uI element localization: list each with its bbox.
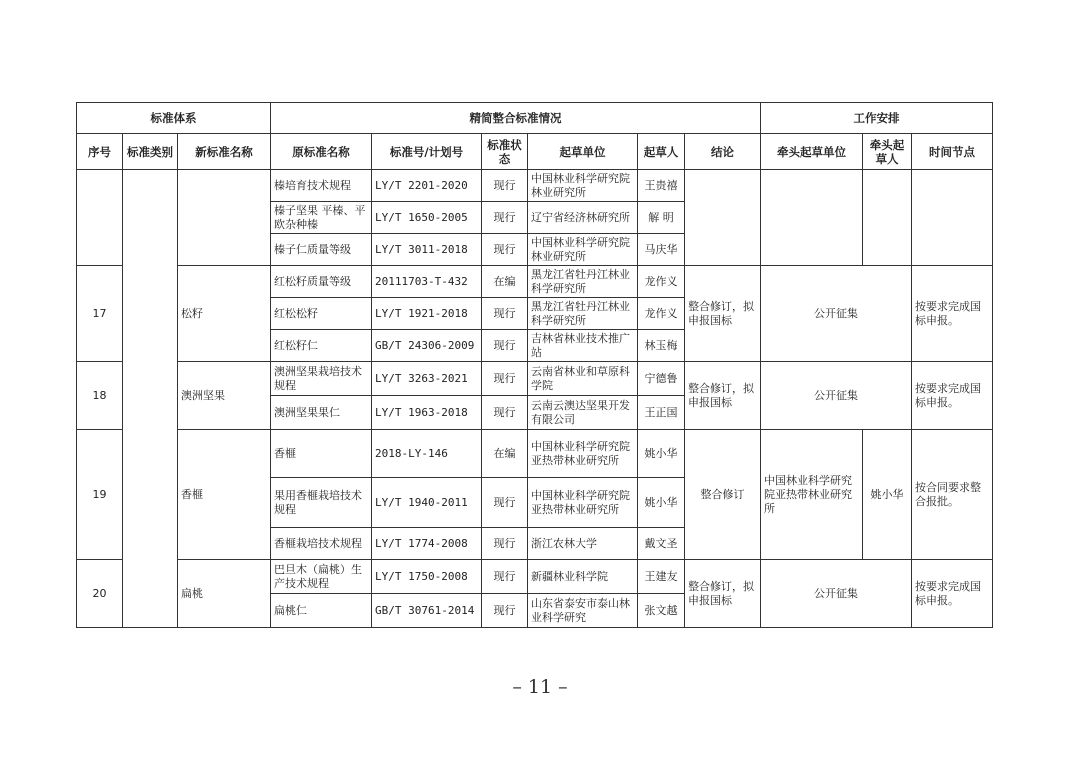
- standards-table: [76, 102, 993, 628]
- conclusion-cell: 整合修订，拟申报国标: [685, 560, 761, 628]
- drafter-unit-cell: 中国林业科学研究院林业研究所: [528, 170, 638, 202]
- category-cell-empty: [123, 170, 178, 628]
- seq-cell: 20: [77, 560, 123, 628]
- new-name-cell: 澳洲坚果: [178, 362, 271, 430]
- drafter-cell: 王建友: [638, 560, 685, 594]
- status-cell: 现行: [482, 478, 528, 528]
- drafter-unit-cell: 辽宁省经济林研究所: [528, 202, 638, 234]
- orig-name-cell: 红松松籽: [271, 298, 372, 330]
- std-no-cell: LY/T 3011-2018: [372, 234, 482, 266]
- table-row: [77, 362, 993, 396]
- drafter-cell: 马庆华: [638, 234, 685, 266]
- drafter-unit-cell: 中国林业科学研究院亚热带林业研究所: [528, 478, 638, 528]
- header-lead-unit: 牵头起草单位: [761, 134, 863, 170]
- orig-name-cell: 巴旦木（扁桃）生产技术规程: [271, 560, 372, 594]
- conclusion-cell: 整合修订，拟申报国标: [685, 266, 761, 362]
- orig-name-cell: 红松籽质量等级: [271, 266, 372, 298]
- drafter-cell: 姚小华: [638, 430, 685, 478]
- lead-person-cell: 姚小华: [863, 430, 912, 560]
- header-new-name: 新标准名称: [178, 134, 271, 170]
- lead-cell: 公开征集: [761, 560, 912, 628]
- table-row: [77, 266, 993, 298]
- new-name-cell: 松籽: [178, 266, 271, 362]
- status-cell: 现行: [482, 396, 528, 430]
- std-no-cell: GB/T 24306-2009: [372, 330, 482, 362]
- header-group-work: 工作安排: [761, 103, 993, 134]
- lead-cell: 公开征集: [761, 362, 912, 430]
- timeline-cell: 按要求完成国标申报。: [912, 560, 993, 628]
- lead-unit-cell-empty: [761, 170, 863, 266]
- status-cell: 在编: [482, 266, 528, 298]
- timeline-cell: 按要求完成国标申报。: [912, 362, 993, 430]
- seq-cell-empty: [77, 170, 123, 266]
- std-no-cell: LY/T 1750-2008: [372, 560, 482, 594]
- status-cell: 现行: [482, 362, 528, 396]
- table-row: [77, 560, 993, 594]
- status-cell: 现行: [482, 330, 528, 362]
- header-row-columns: [77, 134, 993, 170]
- status-cell: 在编: [482, 430, 528, 478]
- header-group-system: 标准体系: [77, 103, 271, 134]
- header-row-groups: [77, 103, 993, 134]
- header-seq: 序号: [77, 134, 123, 170]
- conclusion-cell: 整合修订，拟申报国标: [685, 362, 761, 430]
- std-no-cell: LY/T 1774-2008: [372, 528, 482, 560]
- status-cell: 现行: [482, 234, 528, 266]
- conclusion-cell: 整合修订: [685, 430, 761, 560]
- new-name-cell: 香榧: [178, 430, 271, 560]
- orig-name-cell: 榛子坚果 平榛、平欧杂种榛: [271, 202, 372, 234]
- drafter-cell: 戴文圣: [638, 528, 685, 560]
- drafter-unit-cell: 云南省林业和草原科学院: [528, 362, 638, 396]
- header-timeline: 时间节点: [912, 134, 993, 170]
- drafter-cell: 林玉梅: [638, 330, 685, 362]
- status-cell: 现行: [482, 594, 528, 628]
- header-drafter-unit: 起草单位: [528, 134, 638, 170]
- drafter-unit-cell: 吉林省林业技术推广站: [528, 330, 638, 362]
- page-number: – 11 –: [512, 676, 568, 698]
- header-lead-person: 牵头起草人: [863, 134, 912, 170]
- orig-name-cell: 澳洲坚果栽培技术规程: [271, 362, 372, 396]
- std-no-cell: LY/T 3263-2021: [372, 362, 482, 396]
- lead-person-cell-empty: [863, 170, 912, 266]
- drafter-cell: 王正国: [638, 396, 685, 430]
- status-cell: 现行: [482, 560, 528, 594]
- std-no-cell: LY/T 2201-2020: [372, 170, 482, 202]
- orig-name-cell: 澳洲坚果果仁: [271, 396, 372, 430]
- orig-name-cell: 扁桃仁: [271, 594, 372, 628]
- conclusion-cell-empty: [685, 170, 761, 266]
- drafter-cell: 龙作义: [638, 266, 685, 298]
- orig-name-cell: 香榧: [271, 430, 372, 478]
- header-category: 标准类别: [123, 134, 178, 170]
- drafter-unit-cell: 云南云澳达坚果开发有限公司: [528, 396, 638, 430]
- timeline-cell: 按要求完成国标申报。: [912, 266, 993, 362]
- orig-name-cell: 香榧栽培技术规程: [271, 528, 372, 560]
- drafter-cell: 解 明: [638, 202, 685, 234]
- lead-cell: 公开征集: [761, 266, 912, 362]
- std-no-cell: GB/T 30761-2014: [372, 594, 482, 628]
- std-no-cell: LY/T 1940-2011: [372, 478, 482, 528]
- header-orig-name: 原标准名称: [271, 134, 372, 170]
- drafter-cell: 龙作义: [638, 298, 685, 330]
- orig-name-cell: 榛子仁质量等级: [271, 234, 372, 266]
- status-cell: 现行: [482, 170, 528, 202]
- timeline-cell-empty: [912, 170, 993, 266]
- header-status: 标准状态: [482, 134, 528, 170]
- std-no-cell: LY/T 1650-2005: [372, 202, 482, 234]
- drafter-cell: 王贵禧: [638, 170, 685, 202]
- status-cell: 现行: [482, 528, 528, 560]
- std-no-cell: 2018-LY-146: [372, 430, 482, 478]
- seq-cell: 18: [77, 362, 123, 430]
- lead-unit-cell: 中国林业科学研究院亚热带林业研究所: [761, 430, 863, 560]
- drafter-unit-cell: 中国林业科学研究院亚热带林业研究所: [528, 430, 638, 478]
- drafter-unit-cell: 中国林业科学研究院林业研究所: [528, 234, 638, 266]
- table-row: [77, 170, 993, 202]
- seq-cell: 17: [77, 266, 123, 362]
- orig-name-cell: 果用香榧栽培技术规程: [271, 478, 372, 528]
- orig-name-cell: 红松籽仁: [271, 330, 372, 362]
- drafter-cell: 姚小华: [638, 478, 685, 528]
- std-no-cell: 20111703-T-432: [372, 266, 482, 298]
- status-cell: 现行: [482, 202, 528, 234]
- drafter-unit-cell: 浙江农林大学: [528, 528, 638, 560]
- std-no-cell: LY/T 1963-2018: [372, 396, 482, 430]
- drafter-cell: 张文越: [638, 594, 685, 628]
- drafter-unit-cell: 黑龙江省牡丹江林业科学研究所: [528, 266, 638, 298]
- timeline-cell: 按合同要求整合报批。: [912, 430, 993, 560]
- new-name-cell-empty: [178, 170, 271, 266]
- status-cell: 现行: [482, 298, 528, 330]
- new-name-cell: 扁桃: [178, 560, 271, 628]
- header-group-situation: 精简整合标准情况: [271, 103, 761, 134]
- drafter-unit-cell: 黑龙江省牡丹江林业科学研究所: [528, 298, 638, 330]
- header-drafter: 起草人: [638, 134, 685, 170]
- seq-cell: 19: [77, 430, 123, 560]
- drafter-unit-cell: 山东省泰安市泰山林业科学研究: [528, 594, 638, 628]
- drafter-unit-cell: 新疆林业科学院: [528, 560, 638, 594]
- std-no-cell: LY/T 1921-2018: [372, 298, 482, 330]
- header-conclusion: 结论: [685, 134, 761, 170]
- orig-name-cell: 榛培育技术规程: [271, 170, 372, 202]
- table-row: [77, 430, 993, 478]
- header-std-no: 标准号/计划号: [372, 134, 482, 170]
- drafter-cell: 宁德鲁: [638, 362, 685, 396]
